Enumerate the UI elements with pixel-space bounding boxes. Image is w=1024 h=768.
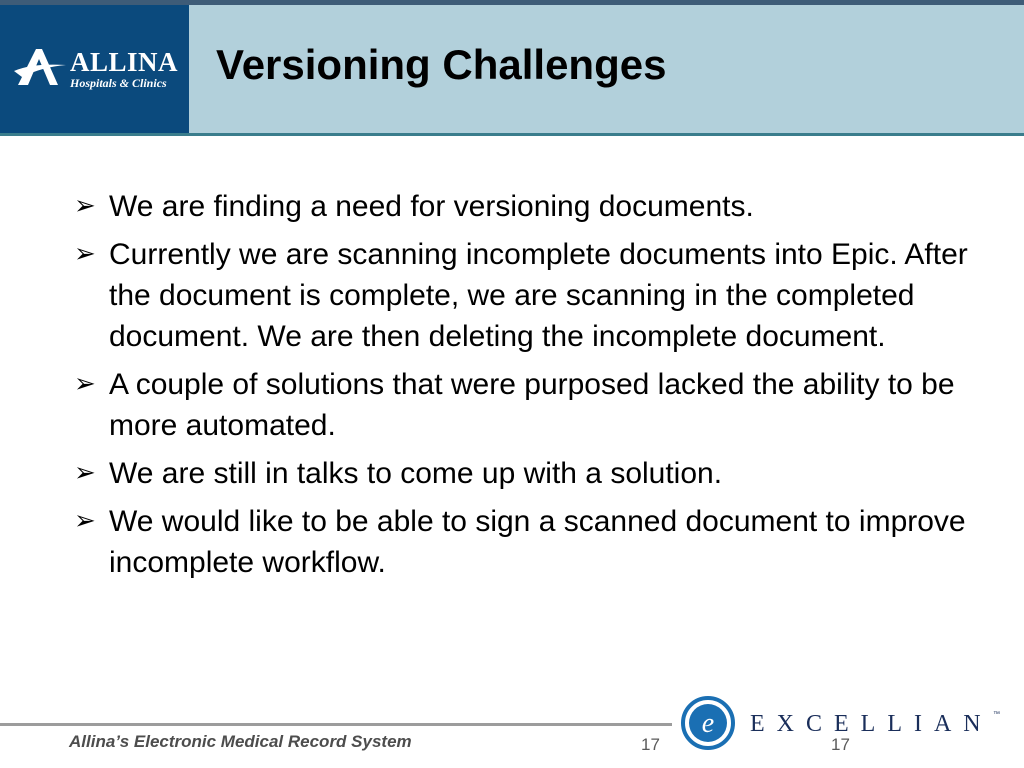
- bullet-item: [74, 234, 974, 357]
- arrow-bullet-icon: ➢: [74, 506, 96, 536]
- page-number-right: 17: [831, 735, 850, 754]
- allina-logo: [0, 5, 189, 135]
- bullet-text: We are finding a need for versioning documents.: [109, 190, 754, 223]
- excellian-logo-letter: e: [701, 708, 715, 739]
- page-number: 17: [641, 735, 660, 754]
- footer-text: Allina’s Electronic Medical Record System: [69, 732, 412, 751]
- bullet-list: [74, 186, 974, 590]
- arrow-bullet-icon: ➢: [74, 369, 96, 399]
- arrow-bullet-icon: ➢: [74, 239, 96, 269]
- bullet-text: We are still in talks to come up with a solution.: [109, 457, 723, 490]
- bullet-item: [74, 186, 974, 227]
- excellian-logo-icon: [681, 696, 735, 750]
- bullet-text: We would like to be able to sign a scanned document to improve incomplete workflow.: [109, 505, 966, 579]
- bullet-item: [74, 364, 974, 446]
- logo-divider: [0, 133, 189, 136]
- footer-rule: [0, 723, 672, 726]
- allina-emblem-icon: [12, 45, 68, 87]
- arrow-bullet-icon: ➢: [74, 458, 96, 488]
- bullet-item: [74, 453, 974, 494]
- title-bar: [189, 5, 1024, 136]
- slide-title: Versioning Challenges: [216, 41, 667, 88]
- excellian-wordmark: EXCELLIAN: [750, 711, 993, 737]
- trademark-mark: ™: [993, 711, 1000, 718]
- bullet-item: [74, 501, 974, 583]
- bullet-text: Currently we are scanning incomplete documents into Epic. After the document is complete, we are scanning in the completed document. We are then deleting the incomplete document.: [109, 238, 968, 353]
- logo-subtitle: Hospitals & Clinics: [70, 76, 167, 90]
- bullet-text: A couple of solutions that were purposed lacked the ability to be more automated.: [109, 368, 955, 442]
- arrow-bullet-icon: ➢: [74, 191, 96, 221]
- logo-name: ALLINA: [70, 47, 179, 77]
